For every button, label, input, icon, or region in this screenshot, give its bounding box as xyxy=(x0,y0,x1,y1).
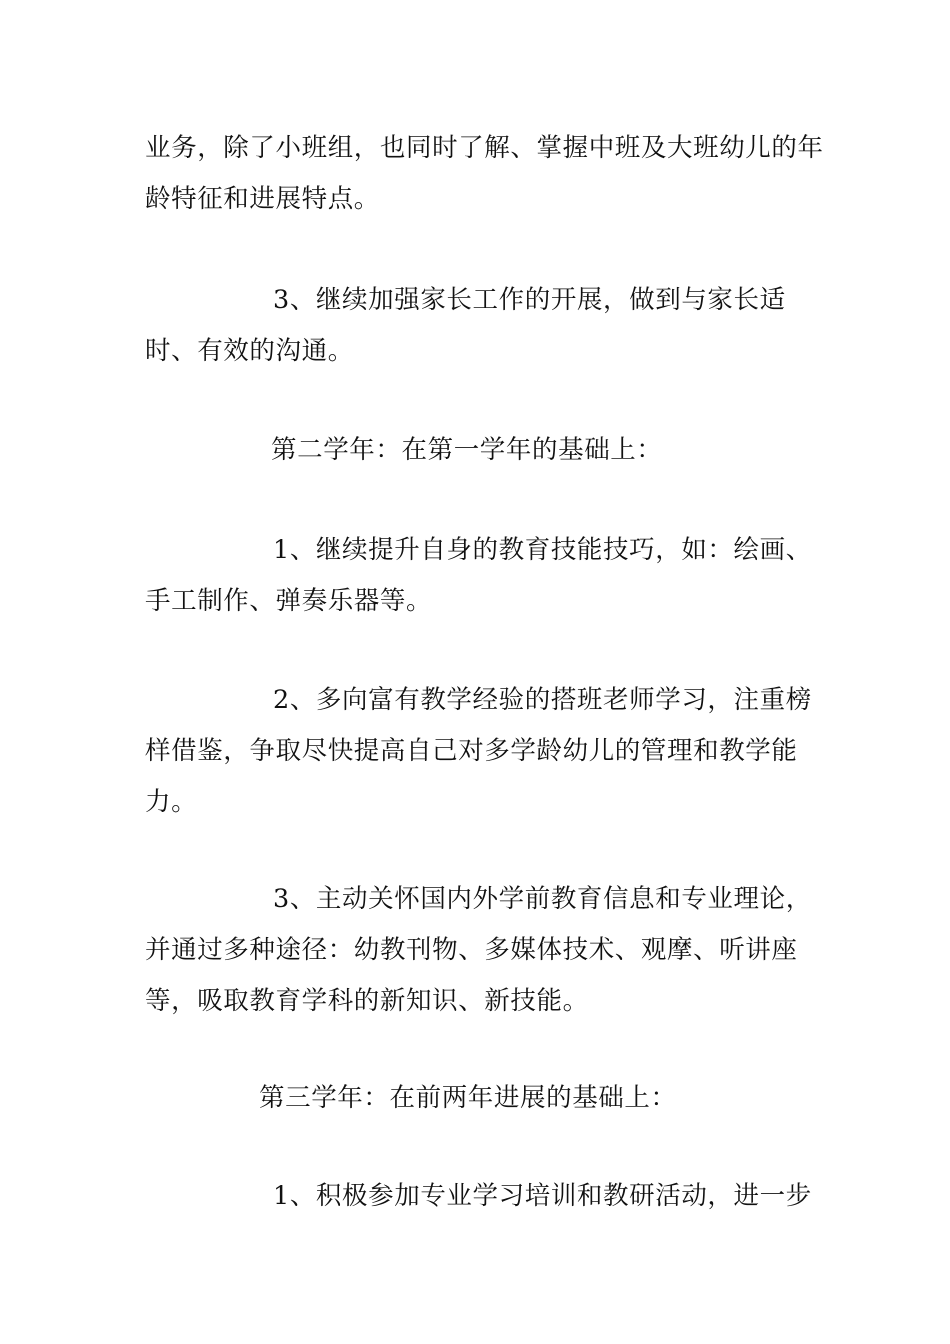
paragraph-item-3-parent-work xyxy=(145,275,835,377)
paragraph-item-1-training xyxy=(145,1171,835,1222)
paragraph-text: 第三学年：在前两年进展的基础上： xyxy=(259,1083,677,1113)
paragraph-text: 2、多向富有教学经验的搭班老师学习，注重榜样借鉴，争取尽快提高自己对多学龄幼儿的管理和教学能力。 xyxy=(145,685,812,817)
section-heading-second-year xyxy=(145,425,835,476)
paragraph-continuation xyxy=(145,123,835,225)
paragraph-text: 业务，除了小班组，也同时了解、掌握中班及大班幼儿的年龄特征和进展特点。 xyxy=(145,133,824,214)
paragraph-text: 3、主动关怀国内外学前教育信息和专业理论，并通过多种途径：幼教刊物、多媒体技术、观摩、听讲座等，吸取教育学科的新知识、新技能。 xyxy=(145,884,812,1016)
section-heading-third-year xyxy=(145,1073,835,1124)
paragraph-item-1-skills xyxy=(145,525,835,627)
paragraph-text: 3、继续加强家长工作的开展，做到与家长适时、有效的沟通。 xyxy=(145,285,786,366)
paragraph-text: 第二学年：在第一学年的基础上： xyxy=(271,435,663,465)
paragraph-text: 1、积极参加专业学习培训和教研活动，进一步 xyxy=(273,1181,812,1211)
paragraph-item-3-theory xyxy=(145,874,835,1027)
paragraph-item-2-learning xyxy=(145,675,835,828)
paragraph-text: 1、继续提升自身的教育技能技巧，如：绘画、手工制作、弹奏乐器等。 xyxy=(145,535,812,616)
